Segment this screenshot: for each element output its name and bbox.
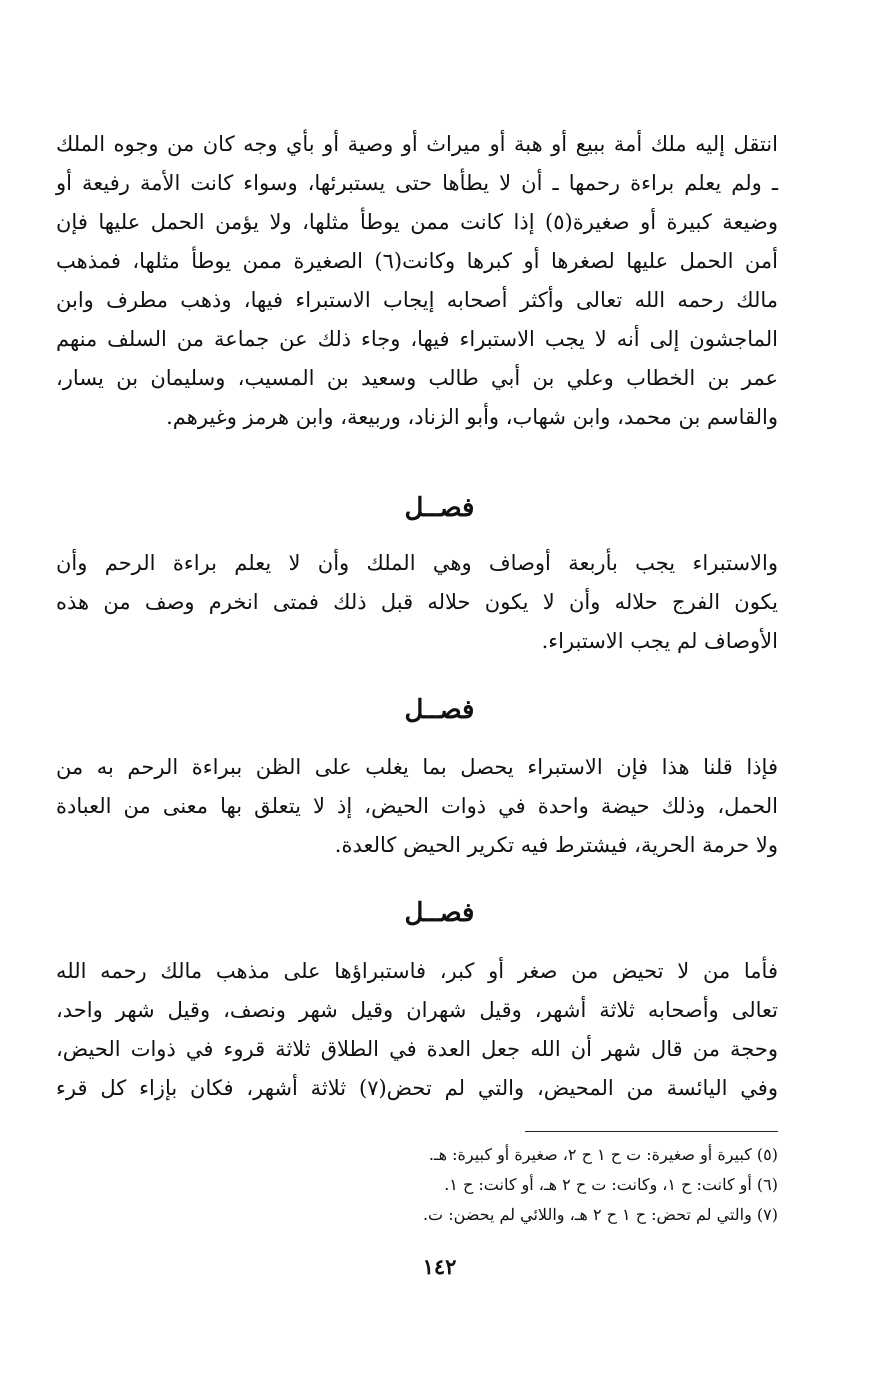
- section-heading: فصــل: [404, 493, 475, 523]
- footnote: (٦) أو كانت: ح ١، وكانت: ت ح ٢ هـ، أو كانت: ح ١.: [444, 1175, 778, 1194]
- footnote: (٧) والتي لم تحض: ح ١ ح ٢ هـ، واللائي لم يحضن: ت.: [422, 1205, 778, 1224]
- text-line: الأوصاف لم يجب الاستبراء.: [541, 629, 778, 653]
- section-heading: فصــل: [404, 898, 475, 928]
- paragraph-2: [56, 544, 778, 661]
- text-line: فإذا قلنا هذا فإن الاستبراء يحصل بما يغلب على الظن ببراءة الرحم به من: [56, 755, 778, 779]
- text-line: يكون الفرج حلاله وأن لا يكون حلاله قبل ذلك فمتى انخرم وصف من هذه: [56, 590, 778, 614]
- text-line: أمن الحمل عليها لصغرها أو كبرها وكانت(٦) الصغيرة ممن يوطأ مثلها، فمذهب: [56, 249, 779, 273]
- text-line: والقاسم بن محمد، وابن شهاب، وأبو الزناد، وربيعة، وابن هرمز وغيرهم.: [166, 405, 778, 429]
- text-line: وفي اليائسة من المحيض، والتي لم تحض(٧) ثلاثة أشهر، فكان بإزاء كل قرء: [56, 1076, 778, 1100]
- paragraph-1: [56, 125, 778, 437]
- text-line: ولا حرمة الحرية، فيشترط فيه تكرير الحيض كالعدة.: [334, 833, 778, 857]
- page-number: ١٤٢: [422, 1254, 457, 1279]
- text-line: انتقل إليه ملك أمة ببيع أو هبة أو ميراث أو وصية أو بأي وجه كان من وجوه الملك: [56, 132, 778, 156]
- text-line: وحجة من قال شهر أن الله جعل العدة في الطلاق ثلاثة قروء في ذوات الحيض،: [56, 1037, 778, 1061]
- paragraph-4: [56, 952, 778, 1108]
- paragraph-3: [56, 748, 778, 865]
- footnote-divider: [525, 1131, 778, 1132]
- text-line: وضيعة كبيرة أو صغيرة(٥) إذا كانت ممن يوطأ مثلها، ولا يؤمن الحمل عليها فإن: [56, 210, 778, 234]
- text-line: ـ ولم يعلم براءة رحمها ـ أن لا يطأها حتى يستبرئها، وسواء كانت الأمة رفيعة أو: [56, 171, 778, 195]
- text-line: مالك رحمه الله تعالى وأكثر أصحابه إيجاب الاستبراء فيها، وذهب مطرف وابن: [56, 288, 778, 312]
- text-line: الحمل، وذلك حيضة واحدة في ذوات الحيض، إذ لا يتعلق بها معنى من العبادة: [56, 794, 778, 818]
- footnote: (٥) كبيرة أو صغيرة: ت ح ١ ح ٢، صغيرة أو كبيرة: هـ.: [428, 1145, 778, 1164]
- text-line: تعالى وأصحابه ثلاثة أشهر، وقيل شهران وقيل شهر ونصف، وقيل شهر واحد،: [56, 998, 778, 1022]
- footnotes: [56, 1140, 778, 1230]
- text-line: الماجشون إلى أنه لا يجب الاستبراء فيها، وجاء ذلك عن جماعة من السلف منهم: [56, 327, 778, 351]
- text-line: فأما من لا تحيض من صغر أو كبر، فاستبراؤها على مذهب مالك رحمه الله: [56, 959, 778, 983]
- text-line: عمر بن الخطاب وعلي بن أبي طالب وسعيد بن المسيب، وسليمان بن يسار،: [56, 366, 778, 390]
- section-heading: فصــل: [404, 695, 475, 725]
- text-line: والاستبراء يجب بأربعة أوصاف وهي الملك وأن لا يعلم براءة الرحم وأن: [56, 551, 778, 575]
